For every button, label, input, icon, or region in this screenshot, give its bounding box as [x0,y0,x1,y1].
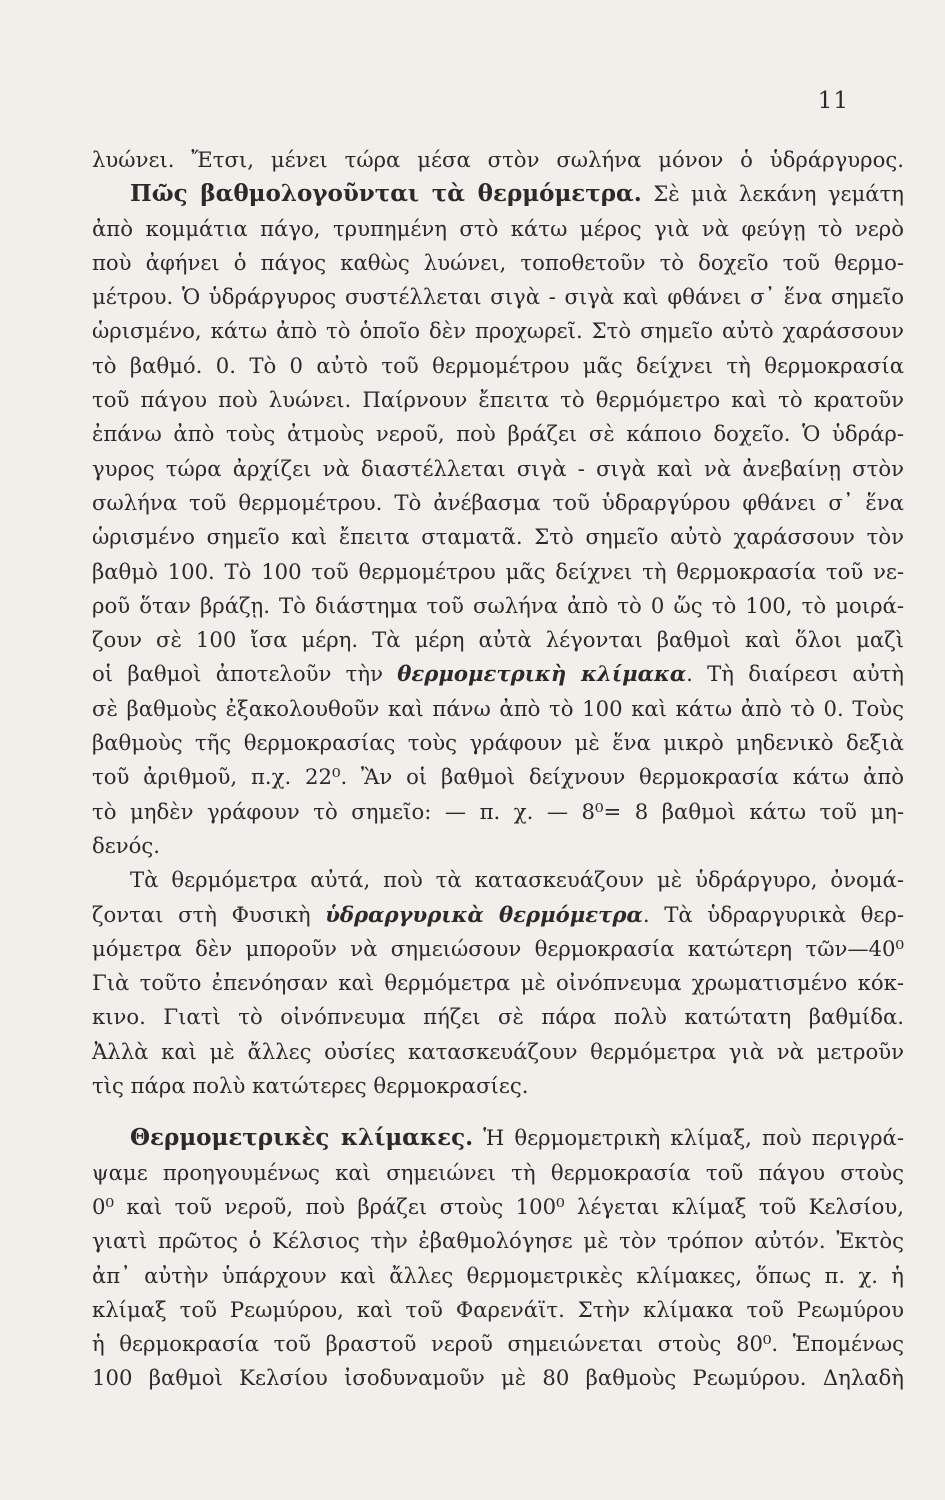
text-line [92,657,904,691]
text-line: κινο. Γιατὶ τὸ οἰνόπνευμα πήζει σὲ πάρα πολὺ κατώτατη βαθμίδα. [92,1004,904,1030]
text-line [92,177,904,211]
text-line: τοῦ πάγου ποὺ λυώνει. Παίρνουν ἔπειτα τὸ θερμόμετρο καὶ τὸ κρατοῦν [92,387,904,413]
text-line: 100 βαθμοὶ Κελσίου ἰσοδυναμοῦν μὲ 80 βαθμοὺς Ρεωμύρου. Δηλαδὴ [92,1365,904,1391]
text-line: Γιὰ τοῦτο ἐπενόησαν καὶ θερμόμετρα μὲ οἰνόπνευμα χρωματισμένο κόκ- [92,970,904,996]
text-line: ὡρισμένο σημεῖο καὶ ἔπειτα σταματᾶ. Στὸ σημεῖο αὐτὸ χαράσσουν τὸν [92,524,904,550]
text-line: ἐπάνω ἀπὸ τοὺς ἀτμοὺς νεροῦ, ποὺ βράζει σὲ κάποιο δοχεῖο. Ὁ ὑδράρ- [92,421,904,447]
body-text [92,143,904,1396]
text-line: Τὰ θερμόμετρα αὐτά, ποὺ τὰ κατασκευάζουν μὲ ὑδράργυρο, ὀνομά- [130,867,904,893]
text-run: ζονται στὴ Φυσικὴ [92,901,326,927]
text-run: οἱ βαθμοὶ ἀποτελοῦν τὴν [92,661,398,687]
text-line: ὡρισμένο, κάτω ἀπὸ τὸ ὁποῖο δὲν προχωρεῖ. Στὸ σημεῖο αὐτὸ χαράσσουν [92,318,904,344]
text-line: τὸ μηδὲν γράφουν τὸ σημεῖο: — π. χ. — 8⁰= 8 βαθμοὶ κάτω τοῦ μη- [92,798,904,824]
section-heading: Θερμομετρικὲς κλίμακες. [130,1124,474,1152]
emphasized-term: ὑδραργυρικὰ θερμόμετρα [325,901,643,927]
text-line: μόμετρα δὲν μποροῦν νὰ σημειώσουν θερμοκρασία κατώτερη τῶν—40⁰ [92,935,904,961]
text-line: λυώνει. Ἔτσι, μένει τώρα μέσα στὸν σωλήνα μόνον ὁ ὑδράργυρος. [92,147,904,172]
text-line: ἡ θερμοκρασία τοῦ βραστοῦ νεροῦ σημειώνεται στοὺς 80⁰. Ἑπομένως [92,1331,904,1357]
text-line: κλίμαξ τοῦ Ρεωμύρου, καὶ τοῦ Φαρενάϊτ. Στὴν κλίμακα τοῦ Ρεωμύρου [92,1296,904,1322]
text-line [92,898,904,932]
text-line: τὸ βαθμό. 0. Τὸ 0 αὐτὸ τοῦ θερμομέτρου μᾶς δείχνει τὴ θερμοκρασία [92,352,904,378]
text-line: τὶς πάρα πολὺ κατώτερες θερμοκρασίες. [92,1073,529,1099]
text-line: μέτρου. Ὁ ὑδράργυρος συστέλλεται σιγὰ - σιγὰ καὶ φθάνει σ᾿ ἕνα σημεῖο [92,284,904,310]
text-run: Σὲ μιὰ λεκάνη γεμάτη [641,181,904,207]
emphasized-term: θερμομετρικὴ κλίμακα [397,661,687,687]
text-line: Ἀλλὰ καὶ μὲ ἄλλες οὐσίες κατασκευάζουν θερμόμετρα γιὰ νὰ μετροῦν [92,1038,904,1064]
paragraph-gap [92,1103,904,1121]
text-run: Ἡ θερμομετρικὴ κλίμαξ, ποὺ περιγρά- [473,1125,904,1151]
text-line: βαθμὸ 100. Τὸ 100 τοῦ θερμομέτρου μᾶς δείχνει τὴ θερμοκρασία τοῦ νε- [92,558,904,584]
page-number: 11 [817,88,849,114]
text-line: ψαμε προηγουμένως καὶ σημειώνει τὴ θερμοκρασία τοῦ πάγου στοὺς [92,1159,904,1185]
text-line: βαθμοὺς τῆς θερμοκρασίας τοὺς γράφουν μὲ ἕνα μικρὸ μηδενικὸ δεξιὰ [92,730,904,756]
section-heading: Πῶς βαθμολογοῦνται τὰ θερμόμετρα. [130,180,642,208]
text-line: τοῦ ἀριθμοῦ, π.χ. 22⁰. Ἂν οἱ βαθμοὶ δείχνουν θερμοκρασία κάτω ἀπὸ [92,764,904,790]
text-line: ροῦ ὅταν βράζῃ. Τὸ διάστημα τοῦ σωλήνα ἀπὸ τὸ 0 ὥς τὸ 100, τὸ μοιρά- [92,592,904,618]
text-line: 0⁰ καὶ τοῦ νεροῦ, ποὺ βράζει στοὺς 100⁰ λέγεται κλίμαξ τοῦ Κελσίου, [92,1193,904,1219]
text-line [92,1121,904,1155]
text-line: ζουν σὲ 100 ἴσα μέρη. Τὰ μέρη αὐτὰ λέγονται βαθμοὶ καὶ ὅλοι μαζὶ [92,627,904,653]
text-line: ἀπὸ κομμάτια πάγο, τρυπημένη στὸ κάτω μέρος γιὰ νὰ φεύγῃ τὸ νερὸ [92,215,904,241]
text-line: γυρος τώρα ἀρχίζει νὰ διαστέλλεται σιγὰ - σιγὰ καὶ νὰ ἀνεβαίνῃ στὸν [92,455,904,481]
text-run: . Τὰ ὑδραργυρικὰ θερ- [642,901,904,927]
text-line: γιατὶ πρῶτος ὁ Κέλσιος τὴν ἐβαθμολόγησε μὲ τὸν τρόπον αὐτόν. Ἐκτὸς [92,1228,904,1254]
text-line: σωλήνα τοῦ θερμομέτρου. Τὸ ἀνέβασμα τοῦ ὑδραργύρου φθάνει σ᾿ ἕνα [92,489,904,515]
text-line: δενός. [92,832,160,858]
text-line: σὲ βαθμοὺς ἐξακολουθοῦν καὶ πάνω ἀπὸ τὸ 100 καὶ κάτω ἀπὸ τὸ 0. Τοὺς [92,695,904,721]
text-run: . Τὴ διαίρεσι αὐτὴ [686,661,904,687]
text-line: ἀπ᾿ αὐτὴν ὑπάρχουν καὶ ἄλλες θερμομετρικὲς κλίμακες, ὅπως π. χ. ἡ [92,1262,904,1288]
text-line: ποὺ ἀφήνει ὁ πάγος καθὼς λυώνει, τοποθετοῦν τὸ δοχεῖο τοῦ θερμο- [92,249,904,275]
